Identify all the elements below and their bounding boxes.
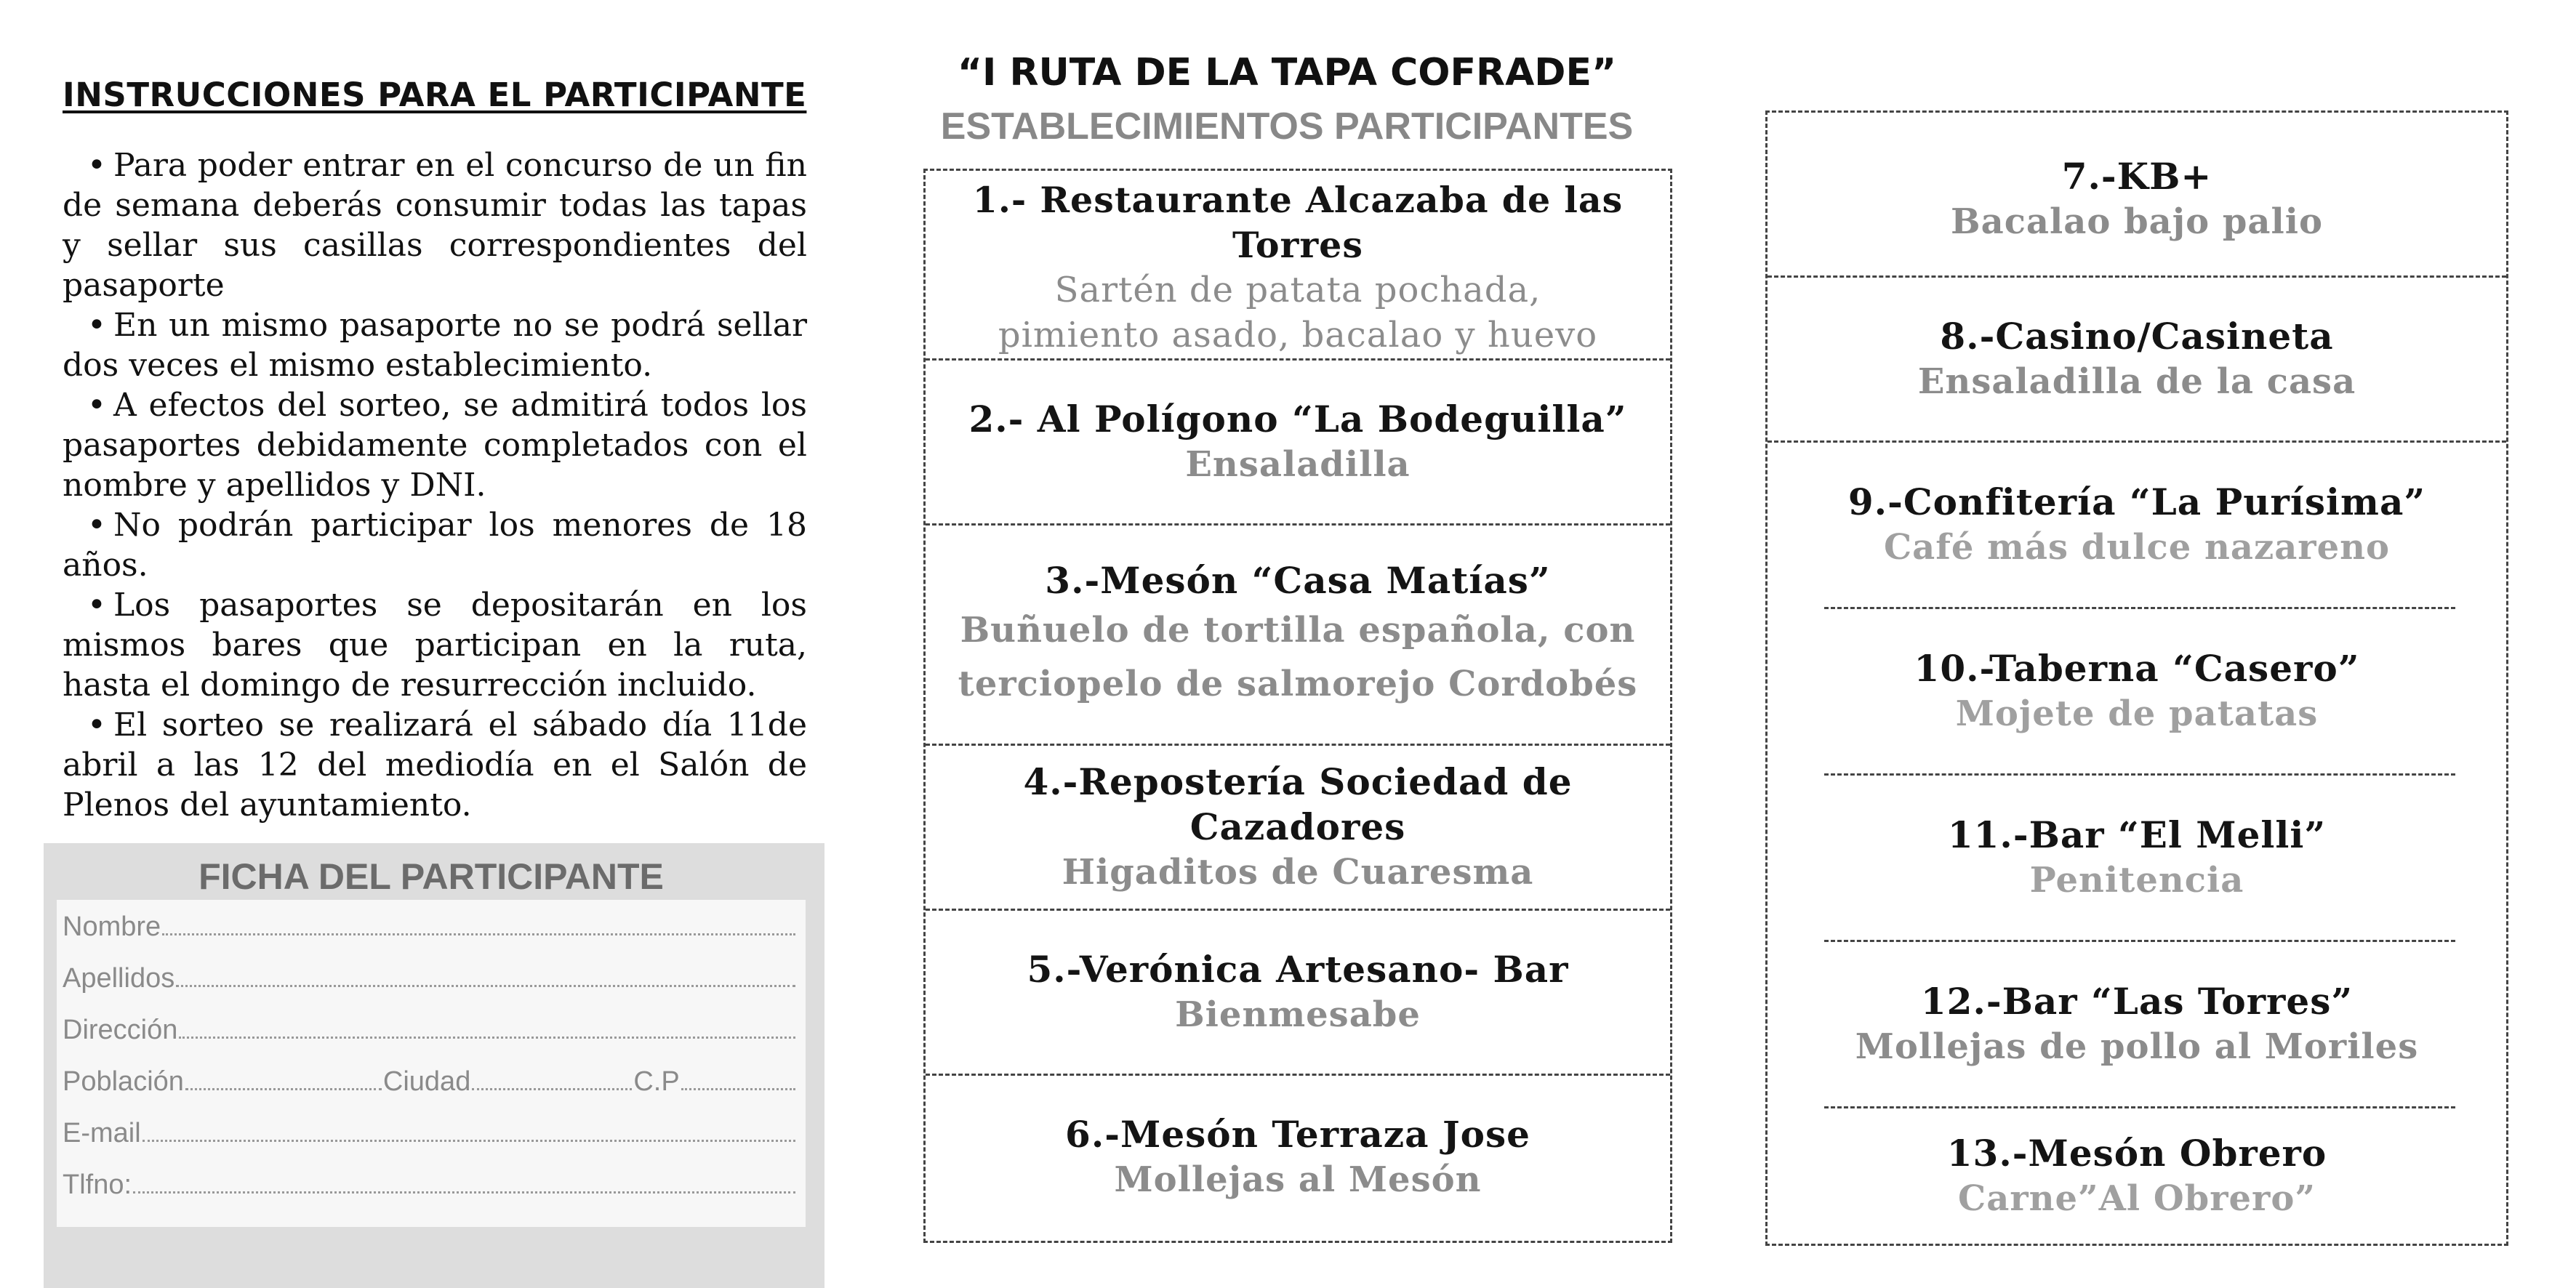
tapa-name: Bienmesabe — [1175, 994, 1421, 1035]
establishment-name: 3.-Mesón “Casa Matías” — [1045, 559, 1551, 602]
establishment-name: 7.-KB+ — [2061, 155, 2212, 198]
field-direccion-label: Dirección — [63, 1015, 178, 1045]
instruction-item: • A efectos del sorteo, se admitirá todos los pasaportes debidamente completados con el nombre y apellidos y DNI. — [63, 385, 807, 505]
field-cp-label: C.P — [633, 1066, 680, 1097]
route-title: “I RUTA DE LA TAPA COFRADE” — [957, 51, 1617, 94]
establishment-entry — [1768, 609, 2506, 773]
field-nombre-line[interactable] — [162, 911, 795, 935]
establishment-entry — [926, 911, 1670, 1074]
establishment-entry — [926, 361, 1670, 523]
participant-form-title: FICHA DEL PARTICIPANTE — [57, 855, 806, 900]
field-ciudad-line[interactable] — [472, 1066, 632, 1090]
establishment-name: 10.-Taberna “Casero” — [1914, 647, 2360, 690]
instructions-list — [63, 145, 807, 825]
field-telefono[interactable] — [63, 1170, 797, 1206]
establishments-subtitle: ESTABLECIMIENTOS PARTICIPANTES — [940, 105, 1634, 148]
field-nombre-label: Nombre — [63, 911, 161, 942]
establishment-entry — [926, 746, 1670, 909]
establishment-entry — [1768, 1108, 2506, 1244]
tapa-name: Higaditos de Cuaresma — [1062, 852, 1534, 893]
instruction-item: • Los pasaportes se depositarán en los mismos bares que participan en la ruta, hasta el domingo de resurrección incluido. — [63, 585, 807, 705]
establishment-name: 8.-Casino/Casineta — [1940, 315, 2334, 358]
field-cp-line[interactable] — [681, 1066, 795, 1090]
field-apellidos-label: Apellidos — [63, 963, 175, 994]
establishment-entry — [926, 1076, 1670, 1239]
establishment-entry — [926, 526, 1670, 744]
establishments-panel-right — [1765, 110, 2508, 1246]
establishment-name: 9.-Confitería “La Purísima” — [1847, 480, 2426, 523]
establishment-entry — [1768, 443, 2506, 607]
field-direccion[interactable] — [63, 1015, 797, 1051]
instruction-item: • Para poder entrar en el concurso de un fin de semana deberás consumir todas las tapas y sellar sus casillas correspondientes del pasaporte — [63, 145, 807, 305]
tapa-name: Mollejas de pollo al Moriles — [1855, 1026, 2419, 1067]
establishment-entry — [1768, 776, 2506, 940]
field-telefono-line[interactable] — [133, 1170, 795, 1194]
field-poblacion-label: Población — [63, 1066, 184, 1097]
instructions-heading: INSTRUCCIONES PARA EL PARTICIPANTE — [63, 76, 807, 114]
tapa-name: Café más dulce nazareno — [1883, 527, 2391, 568]
instruction-item: • En un mismo pasaporte no se podrá sellar dos veces el mismo establecimiento. — [63, 305, 807, 385]
establishment-entry — [1768, 278, 2506, 440]
tapa-name: Ensaladilla — [1185, 444, 1411, 485]
establishment-name: 2.- Al Polígono “La Bodeguilla” — [968, 398, 1627, 440]
establishment-name: 4.-Repostería Sociedad de Cazadores — [1023, 760, 1573, 848]
instruction-item: • El sorteo se realizará el sábado día 11de abril a las 12 del mediodía en el Salón de Plenos del ayuntamiento. — [63, 705, 807, 825]
establishment-name: 13.-Mesón Obrero — [1946, 1132, 2327, 1175]
field-email-line[interactable] — [143, 1118, 795, 1142]
tapa-name: Carne”Al Obrero” — [1958, 1178, 2316, 1219]
field-ciudad-label: Ciudad — [382, 1066, 471, 1097]
tapa-name: Penitencia — [2029, 860, 2244, 901]
field-telefono-label: Tlfno: — [63, 1170, 132, 1200]
field-nombre[interactable] — [63, 911, 797, 948]
tapa-name: Mojete de patatas — [1955, 693, 2319, 734]
tapa-name: Bacalao bajo palio — [1951, 201, 2323, 242]
field-apellidos[interactable] — [63, 963, 797, 999]
establishment-name: 6.-Mesón Terraza Jose — [1065, 1113, 1530, 1156]
tapa-name: Mollejas al Mesón — [1114, 1159, 1482, 1200]
instruction-item: • No podrán participar los menores de 18 años. — [63, 505, 807, 585]
tapa-name: Ensaladilla de la casa — [1917, 361, 2356, 402]
field-apellidos-line[interactable] — [176, 963, 795, 987]
tapa-name: Sartén de patata pochada, pimiento asado, bacalao y huevo — [998, 270, 1598, 355]
establishment-entry — [1768, 118, 2506, 280]
field-poblacion-line[interactable] — [185, 1066, 382, 1090]
tapa-name: Buñuelo de tortilla española, con terciopelo de salmorejo Cordobés — [958, 610, 1638, 704]
establishment-name: 5.-Verónica Artesano- Bar — [1027, 948, 1569, 991]
field-email-label: E-mail — [63, 1118, 141, 1148]
field-email[interactable] — [63, 1118, 797, 1154]
establishment-entry — [1768, 942, 2506, 1106]
establishment-name: 12.-Bar “Las Torres” — [1920, 980, 2354, 1023]
establishment-name: 1.- Restaurante Alcazaba de las Torres — [972, 179, 1624, 266]
field-poblacion[interactable] — [63, 1066, 797, 1103]
establishments-panel-left — [923, 169, 1672, 1243]
field-direccion-line[interactable] — [179, 1015, 795, 1039]
establishment-name: 11.-Bar “El Melli” — [1947, 813, 2327, 856]
establishment-entry — [926, 177, 1670, 358]
